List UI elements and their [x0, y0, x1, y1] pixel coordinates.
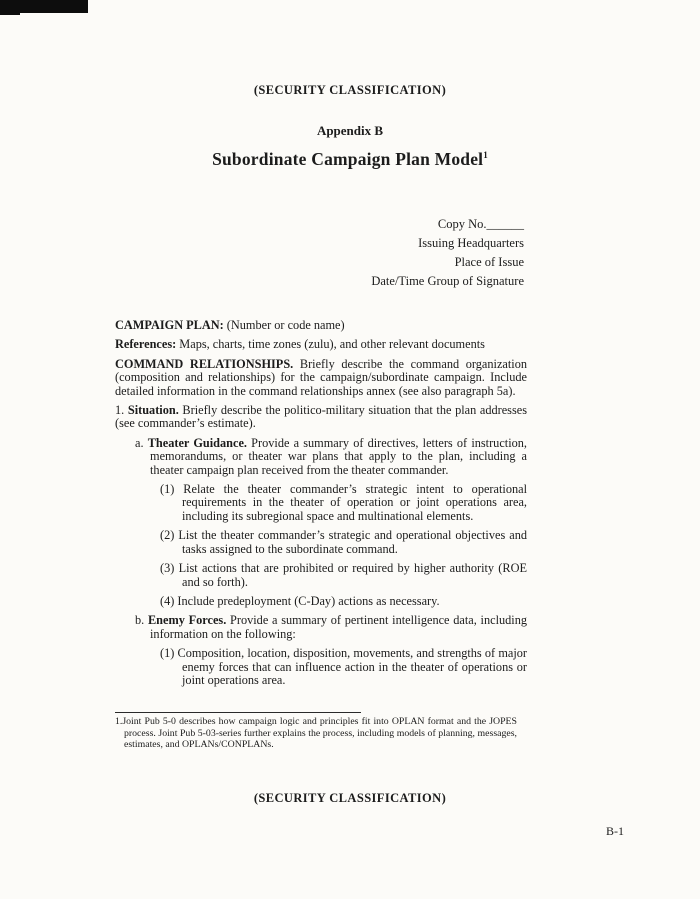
paragraph-prefix: (1) [160, 482, 184, 497]
paragraph-item-1b [160, 647, 527, 687]
address-line-copy-no: Copy No.______ [437, 217, 524, 231]
paragraph-lead: Enemy Forces. [147, 613, 227, 628]
paragraph-prefix: (2) [160, 528, 179, 543]
address-line-issuing-hq: Issuing Headquarters [418, 236, 524, 250]
paragraph-text: Provide a summary of pertinent intelligence data, including information on the following: [150, 613, 528, 641]
paragraph-item-1 [160, 483, 527, 523]
paragraph-item-4 [160, 595, 527, 608]
classification-header: (SECURITY CLASSIFICATION) [253, 83, 447, 97]
scan-artifact [0, 0, 20, 15]
paragraph-lead: Situation. [127, 403, 179, 418]
footnote: 1.Joint Pub 5-0 describes how campaign logic and principles fit into OPLAN format and the JOPES process. Joint Pub 5-03-series further explains the process, including models of planning, messages, estimates, and OPLANs/CONPLANs. [115, 716, 517, 751]
page-title [0, 149, 700, 170]
paragraph-item-3 [160, 562, 527, 589]
address-line-place: Place of Issue [454, 255, 524, 269]
paragraph-text: Include predeployment (C-Day) actions as necessary. [177, 593, 440, 608]
paragraph-campaign-plan [115, 319, 527, 332]
paragraph-text: Maps, charts, time zones (zulu), and other relevant documents [176, 337, 485, 352]
paragraph-text: Composition, location, disposition, movements, and strengths of major enemy forces that can influence action in the theater of operations or joint operations area. [177, 646, 527, 687]
paragraph-text: Briefly describe the politico-military situation that the plan addresses (see commander’s estimate). [115, 403, 527, 431]
paragraph-text: List actions that are prohibited or required by higher authority (ROE and so forth). [178, 561, 527, 589]
paragraph-prefix: b. [135, 613, 148, 628]
address-line-datetime: Date/Time Group of Signature [371, 274, 524, 288]
paragraph-lead: References: [115, 337, 177, 352]
paragraph-prefix: 1. [115, 403, 128, 418]
paragraph-text: Provide a summary of directives, letters of instruction, memorandums, or theater war plans that apply to the plan, including a theater campaign plan received from the theater commander. [150, 435, 527, 477]
paragraph-text: List the theater commander’s strategic and operational objectives and tasks assigned to the subordinate command. [178, 528, 527, 556]
paragraph-command-relationships [115, 358, 527, 398]
paragraph-references [115, 338, 527, 351]
paragraph-prefix: a. [135, 435, 148, 450]
paragraph-lead: Theater Guidance. [147, 435, 247, 450]
paragraph-situation [115, 404, 527, 431]
classification-footer: (SECURITY CLASSIFICATION) [253, 791, 447, 805]
page-number: B-1 [606, 824, 624, 838]
paragraph-text: Relate the theater commander’s strategic intent to operational requirements in the theater of operation or joint operations area, including its subregional space and multinational elements. [182, 482, 527, 523]
paragraph-lead: COMMAND RELATIONSHIPS. [115, 356, 294, 371]
paragraph-prefix: (3) [160, 561, 179, 576]
paragraph-text: (Number or code name) [223, 318, 345, 332]
paragraph-enemy-forces [135, 614, 527, 641]
paragraph-prefix: (1) [160, 646, 178, 661]
title-footnote-mark: 1 [483, 150, 488, 161]
appendix-heading: Appendix B [316, 123, 384, 138]
paragraph-lead: CAMPAIGN PLAN: [115, 318, 224, 332]
address-block [115, 215, 524, 291]
document-body [115, 319, 527, 693]
paragraph-theater-guidance [135, 437, 527, 477]
footnote-rule [115, 712, 361, 713]
paragraph-text: Briefly describe the command organization (composition and relationships) for the campaign/subordinate campaign. Include detailed information in the command relationships annex (see also paragraph 5a). [115, 356, 527, 398]
paragraph-item-2 [160, 529, 527, 556]
page-title-text: Subordinate Campaign Plan Model [212, 149, 484, 169]
paragraph-prefix: (4) [160, 593, 178, 608]
